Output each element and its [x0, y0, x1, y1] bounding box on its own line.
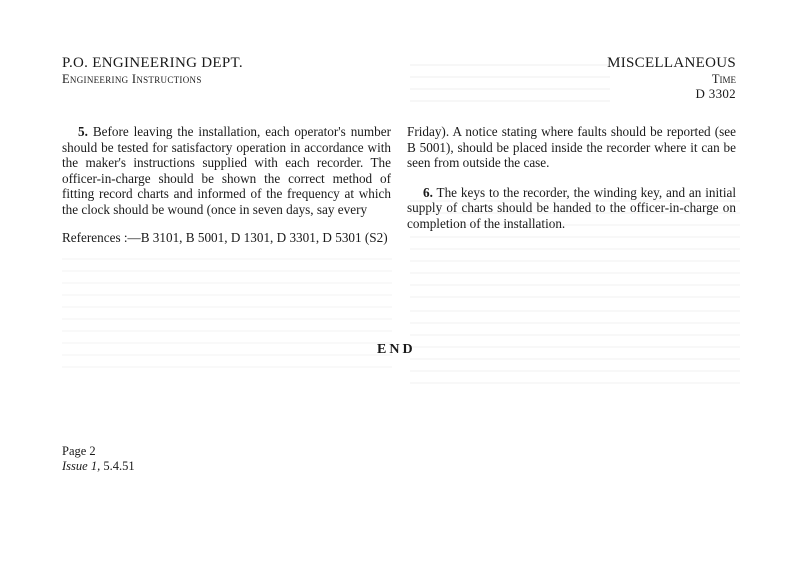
left-column: [62, 124, 391, 245]
paragraph-5: [62, 124, 391, 218]
paragraph-6-number: 6.: [423, 184, 433, 200]
bleed-through-texture: [410, 64, 610, 104]
paragraph-6-text: The keys to the recorder, the winding key, and an initial supply of charts should be handed to the officer-in-charge on completion of the installation.: [407, 184, 737, 231]
category-title: MISCELLANEOUS: [607, 55, 736, 71]
department-title: P.O. ENGINEERING DEPT.: [62, 55, 243, 71]
issue-date: 5.4.51: [103, 459, 135, 473]
bleed-through-texture: [62, 258, 392, 368]
paragraph-5-number: 5.: [78, 124, 88, 139]
paragraph-5-continued: Friday). A notice stating where faults should be reported (see B 5001), should be placed inside the recorder where it can be seen from outside the case.: [407, 124, 736, 171]
subcategory-title: Time: [711, 72, 736, 86]
right-column: [407, 124, 736, 232]
references: References :—B 3101, B 5001, D 1301, D 3301, D 5301 (S2): [62, 229, 388, 245]
issue-label: Issue 1,: [62, 459, 101, 473]
bleed-through-texture: [410, 310, 740, 390]
paragraph-6: [407, 185, 736, 232]
paragraph-5-text: Before leaving the installation, each operator's number should be tested for satisfactory operation in accordance with the maker's instructions supplied with each recorder. The officer-in-charge should be shown the correct method of fitting record charts and informed of the frequency at which the clock should be wound (once in seven days, say every: [62, 124, 391, 217]
header-left: [62, 54, 243, 87]
header-right: [607, 54, 736, 101]
document-number: D 3302: [695, 86, 736, 101]
footer: [62, 444, 135, 474]
page-number: Page 2: [62, 444, 96, 458]
issue-line: [62, 459, 135, 474]
series-title: Engineering Instructions: [62, 72, 202, 86]
end-marker: END: [377, 342, 416, 357]
